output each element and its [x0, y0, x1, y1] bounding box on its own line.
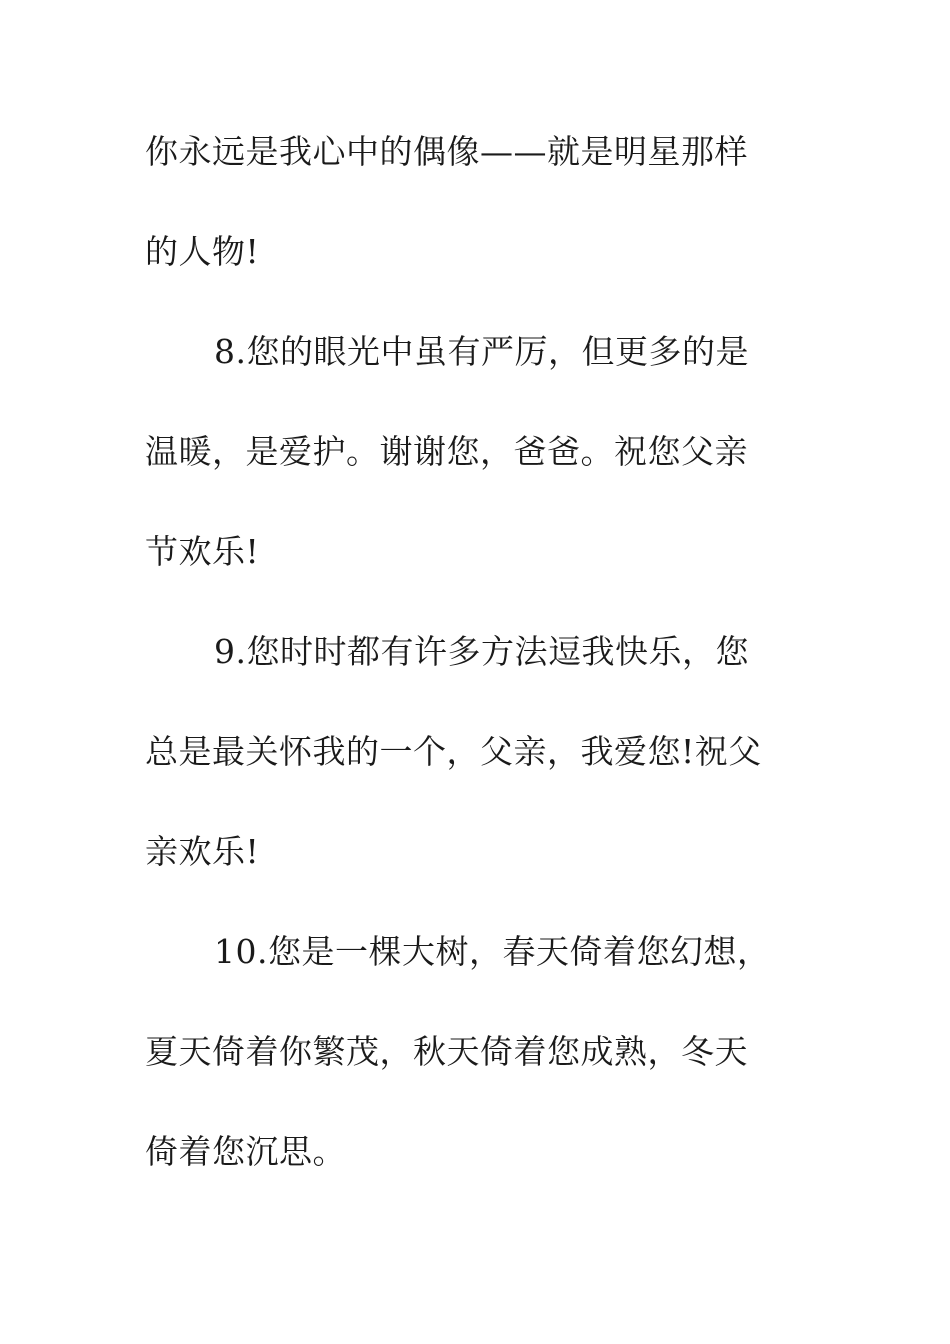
- paragraph-10-line-1: 10.您是一棵大树，春天倚着您幻想，: [214, 932, 771, 971]
- paragraph-9-line-1: 9.您时时都有许多方法逗我快乐，您: [214, 632, 749, 671]
- paragraph-7-line-3: 的人物!: [145, 232, 260, 271]
- paragraph-9-line-2: 总是最关怀我的一个，父亲，我爱您!祝父: [145, 732, 762, 771]
- paragraph-8-line-2: 温暖，是爱护。谢谢您，爸爸。祝您父亲: [145, 432, 748, 471]
- paragraph-10-line-2: 夏天倚着你繁茂，秋天倚着您成熟，冬天: [145, 1032, 748, 1071]
- paragraph-8-line-3: 节欢乐!: [145, 532, 260, 571]
- paragraph-9-line-3: 亲欢乐!: [145, 832, 260, 871]
- paragraph-8-line-1: 8.您的眼光中虽有严厉，但更多的是: [214, 332, 749, 371]
- paragraph-7-line-2: 你永远是我心中的偶像——就是明星那样: [145, 132, 748, 171]
- paragraph-10-line-3: 倚着您沉思。: [145, 1132, 346, 1171]
